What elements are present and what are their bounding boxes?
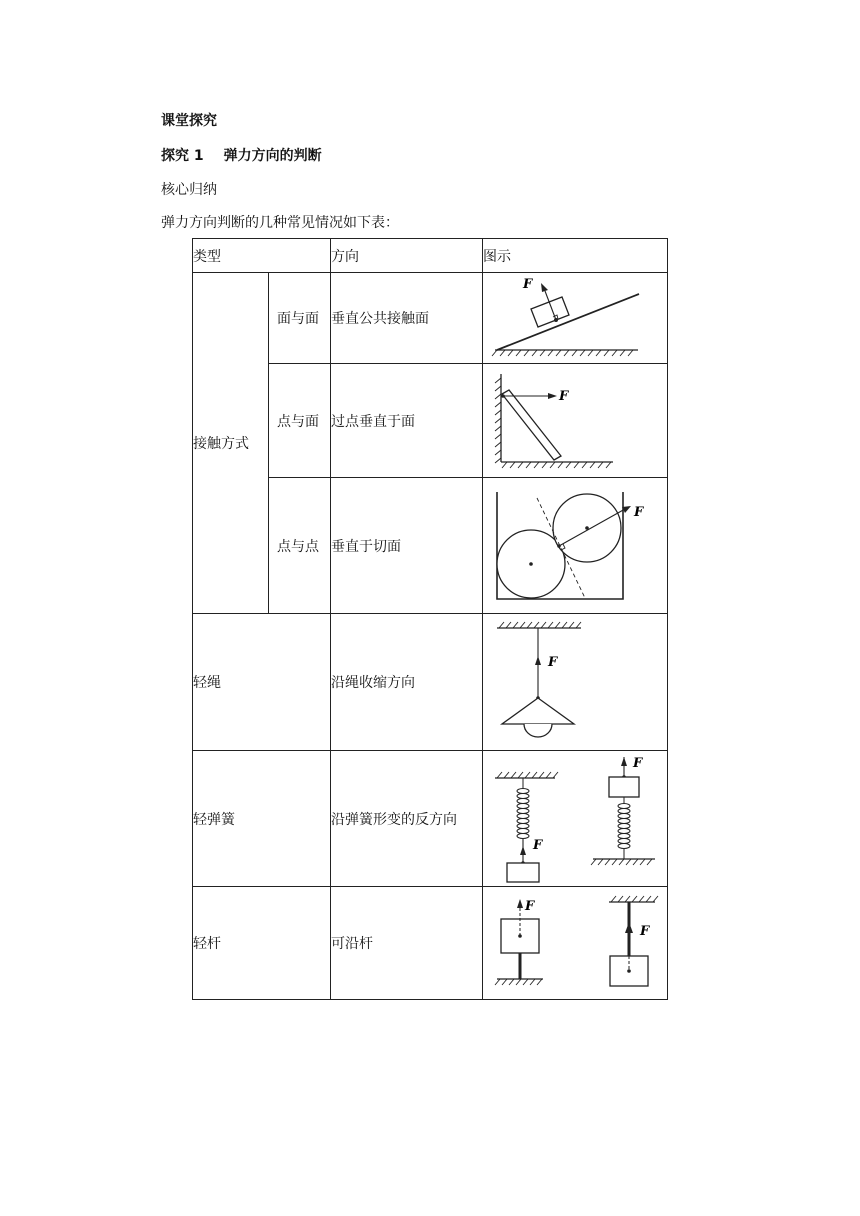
row-type-label: 轻绳 xyxy=(193,614,331,751)
row-direction: 可沿杆 xyxy=(331,887,483,1000)
row-direction: 过点垂直于面 xyxy=(331,364,483,478)
force-label: F xyxy=(640,924,650,939)
force-label: F xyxy=(559,389,569,404)
row-type-label: 轻杆 xyxy=(193,887,331,1000)
section-title: 课堂探究 xyxy=(161,113,217,129)
row-sub-label: 点与点 xyxy=(269,478,331,614)
force-label: F xyxy=(533,838,543,853)
force-label: F xyxy=(548,655,558,670)
figure-light-rod xyxy=(483,887,668,1000)
figure-light-spring xyxy=(483,751,668,887)
row-sub-label: 面与面 xyxy=(269,273,331,364)
row-direction: 沿弹簧形变的反方向 xyxy=(331,751,483,887)
subsection-title xyxy=(161,147,322,165)
table-row xyxy=(193,751,668,887)
core-label: 核心归纳 xyxy=(161,182,217,198)
force-label: F xyxy=(634,505,644,520)
subsection-prefix: 探究 1 xyxy=(161,148,204,164)
row-direction: 沿绳收缩方向 xyxy=(331,614,483,751)
force-label: F xyxy=(633,756,643,771)
figure-point-point xyxy=(483,478,668,614)
table-row xyxy=(193,273,668,364)
elastic-force-table xyxy=(192,238,668,1000)
table-row xyxy=(193,887,668,1000)
table-row xyxy=(193,614,668,751)
row-direction: 垂直于切面 xyxy=(331,478,483,614)
force-label: F xyxy=(523,277,533,292)
row-sub-label: 点与面 xyxy=(269,364,331,478)
intro-text: 弹力方向判断的几种常见情况如下表： xyxy=(161,215,399,231)
contact-group-label: 接触方式 xyxy=(193,273,269,614)
figure-point-surface xyxy=(483,364,668,478)
header-figure: 图示 xyxy=(483,239,668,273)
force-label: F xyxy=(525,899,535,914)
subsection-heading: 弹力方向的判断 xyxy=(223,148,322,164)
table-header-row xyxy=(193,239,668,273)
figure-surface-surface xyxy=(483,273,668,364)
figure-light-rope xyxy=(483,614,668,751)
row-type-label: 轻弹簧 xyxy=(193,751,331,887)
row-direction: 垂直公共接触面 xyxy=(331,273,483,364)
header-direction: 方向 xyxy=(331,239,483,273)
header-type: 类型 xyxy=(193,239,331,273)
